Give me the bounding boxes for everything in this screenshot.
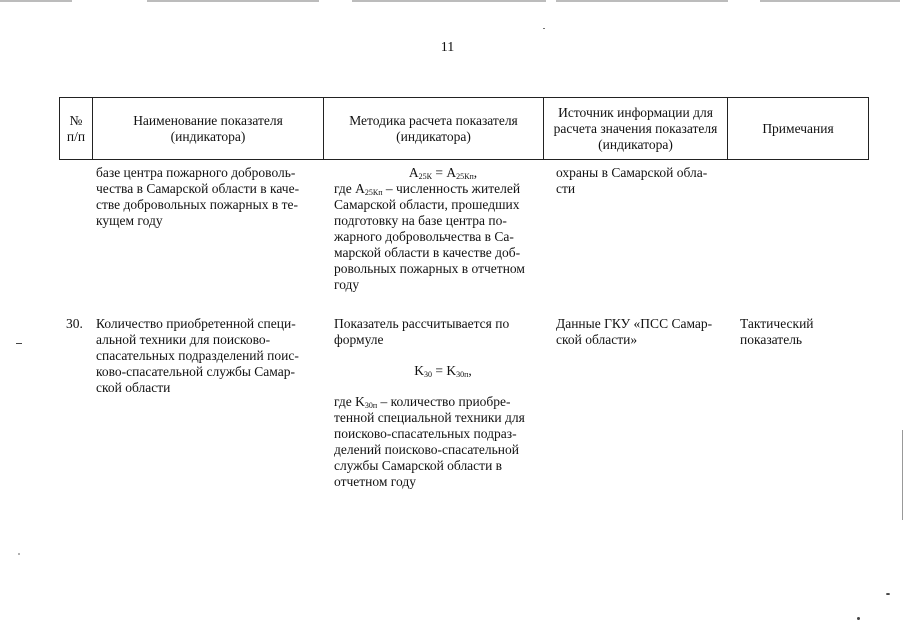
- formula-subscript: 30п: [456, 370, 469, 379]
- text-line: Количество приобретенной специ-: [96, 316, 296, 331]
- table-header: [59, 97, 869, 160]
- cont-name-cell: [96, 165, 330, 229]
- text-line: Самарской области, прошедших: [334, 197, 520, 212]
- text-line: альной техники для поисково-: [96, 332, 271, 347]
- text-line: охраны в Самарской обла-: [556, 165, 708, 180]
- formula: [334, 165, 552, 181]
- scan-speck: [543, 28, 545, 29]
- header-source: Источник информации для расчета значения показателя (индикатора): [544, 98, 728, 160]
- formula-subscript: 30: [423, 370, 432, 379]
- scan-speck: [18, 553, 20, 555]
- text-line: чества в Самарской области в каче-: [96, 181, 300, 196]
- where-subscript: 25Кп: [364, 188, 383, 197]
- cont-method-cell: [334, 165, 552, 293]
- text-line: ково-спасательной службы Самар-: [96, 364, 295, 379]
- text-line: поисково-спасательных подраз-: [334, 426, 517, 441]
- text-line: Тактический: [740, 316, 814, 331]
- where-prefix: где A: [334, 181, 365, 196]
- scan-speck: [16, 343, 22, 344]
- text-line: формуле: [334, 332, 384, 347]
- text-line: базе центра пожарного доброволь-: [96, 165, 296, 180]
- text-line: Показатель рассчитывается по: [334, 316, 510, 331]
- top-rule: [0, 0, 72, 2]
- header-notes: Примечания: [728, 98, 869, 160]
- text-line: делений поисково-спасательной: [334, 442, 519, 457]
- formula-rhs: A: [446, 165, 457, 180]
- scan-speck: [886, 593, 890, 595]
- text-line: показатель: [740, 332, 803, 347]
- text-line: тенной специальной техники для: [334, 410, 525, 425]
- text-line: службы Самарской области в: [334, 458, 503, 473]
- text-line: стве добровольных пожарных в те-: [96, 197, 298, 212]
- text-line: ской области: [96, 380, 171, 395]
- where-subscript: 30п: [364, 401, 378, 410]
- method-where-line: [334, 181, 552, 197]
- formula-subscript: 25К: [418, 172, 432, 181]
- where-suffix: – численность жителей: [382, 181, 521, 196]
- row30-method-cell: [334, 316, 552, 490]
- formula-lhs: A: [408, 165, 419, 180]
- row30-source-cell: [556, 316, 736, 348]
- text-line: отчетном году: [334, 474, 416, 489]
- where-suffix: – количество приобре-: [377, 394, 511, 409]
- text-line: кущем году: [96, 213, 163, 228]
- text-line: подготовку на базе центра по-: [334, 213, 507, 228]
- text-line: жарного добровольчества в Са-: [334, 229, 514, 244]
- header-row: [60, 98, 869, 160]
- cont-source-cell: [556, 165, 736, 197]
- scan-speck: [857, 617, 860, 620]
- text-line: Данные ГКУ «ПСС Самар-: [556, 316, 713, 331]
- text-line: ской области»: [556, 332, 638, 347]
- text-line: спасательных подразделений поис-: [96, 348, 299, 363]
- formula: [334, 363, 552, 379]
- text-line: году: [334, 277, 360, 292]
- header-name: Наименование показателя (индикатора): [93, 98, 324, 160]
- header-num: № п/п: [60, 98, 93, 160]
- formula-subscript: 25Кп: [456, 172, 474, 181]
- text-line: сти: [556, 181, 576, 196]
- top-rule: [147, 0, 319, 2]
- row30-name-cell: [96, 316, 330, 396]
- text-line: марской области в качестве доб-: [334, 245, 521, 260]
- formula-tail: ,: [473, 165, 478, 180]
- method-where-line: [334, 394, 552, 410]
- row-number: 30.: [66, 316, 83, 331]
- top-rule: [556, 0, 728, 2]
- row30-notes-cell: [740, 316, 880, 348]
- top-rule: [760, 0, 900, 2]
- formula-rhs: K: [446, 363, 457, 378]
- formula-lhs: K: [414, 363, 424, 378]
- formula-equals: =: [431, 363, 447, 378]
- header-method: Методика расчета показателя (индикатора): [324, 98, 544, 160]
- page-number: 11: [440, 40, 455, 55]
- formula-tail: ,: [468, 363, 472, 378]
- formula-equals: =: [431, 165, 447, 180]
- top-rule: [352, 0, 546, 2]
- text-line: ровольных пожарных в отчетном: [334, 261, 525, 276]
- scan-edge-line: [902, 430, 903, 520]
- where-prefix: где K: [334, 394, 365, 409]
